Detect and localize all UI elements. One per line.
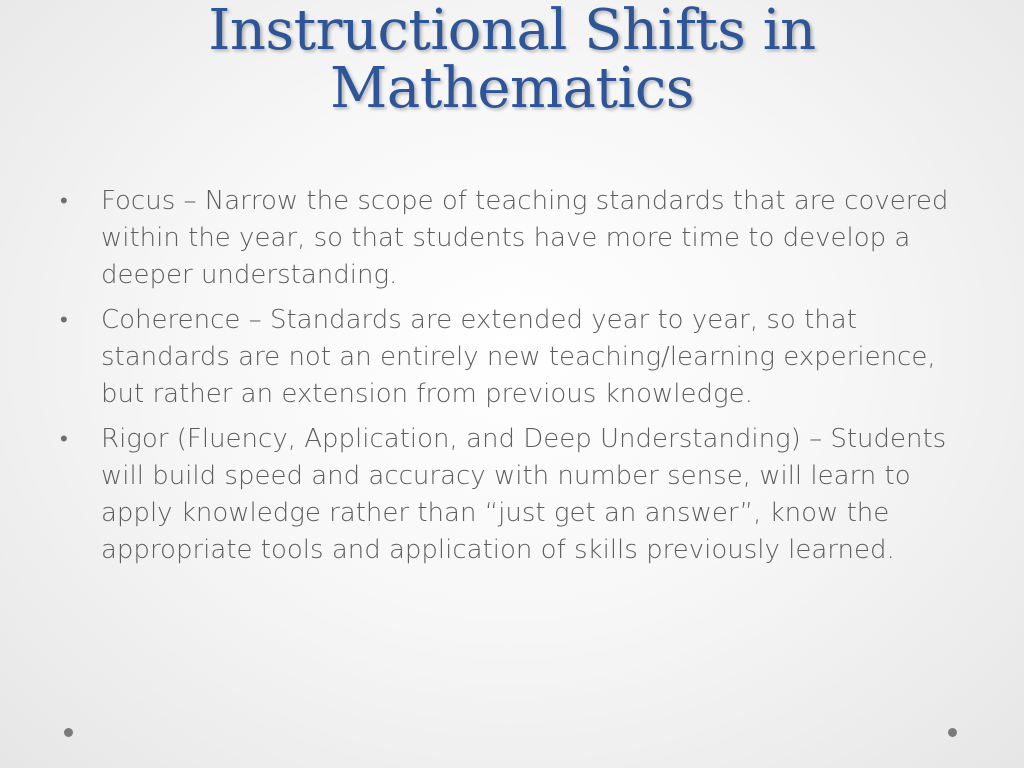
bullet-text-rigor: Rigor (Fluency, Application, and Deep Understanding) – Students will build speed and accuracy with number sense, will learn to apply knowledge rather than “just get an answer”, know the appropriate tools and application of skills previously learned. xyxy=(101,424,947,565)
bullet-list xyxy=(56,183,956,577)
bullet-icon: • xyxy=(60,189,68,214)
slide-title xyxy=(60,0,964,121)
bullet-icon: • xyxy=(60,308,68,333)
bullet-item-rigor xyxy=(56,421,956,569)
bullet-item-focus xyxy=(56,183,956,294)
slide-title-line-2: Mathematics xyxy=(330,56,694,121)
bullet-text-focus: Focus – Narrow the scope of teaching standards that are covered within the year, so that students have more time to develop a deeper understanding. xyxy=(101,186,949,290)
bullet-text-coherence: Coherence – Standards are extended year to year, so that standards are not an entirely new teaching/learning experience, but rather an extension from previous knowledge. xyxy=(101,305,936,409)
bullet-item-coherence xyxy=(56,302,956,413)
decorative-dot-left-icon xyxy=(64,728,73,737)
slide-title-line-1: Instructional Shifts in xyxy=(208,0,816,63)
bullet-icon: • xyxy=(60,427,68,452)
decorative-dot-right-icon xyxy=(948,728,957,737)
